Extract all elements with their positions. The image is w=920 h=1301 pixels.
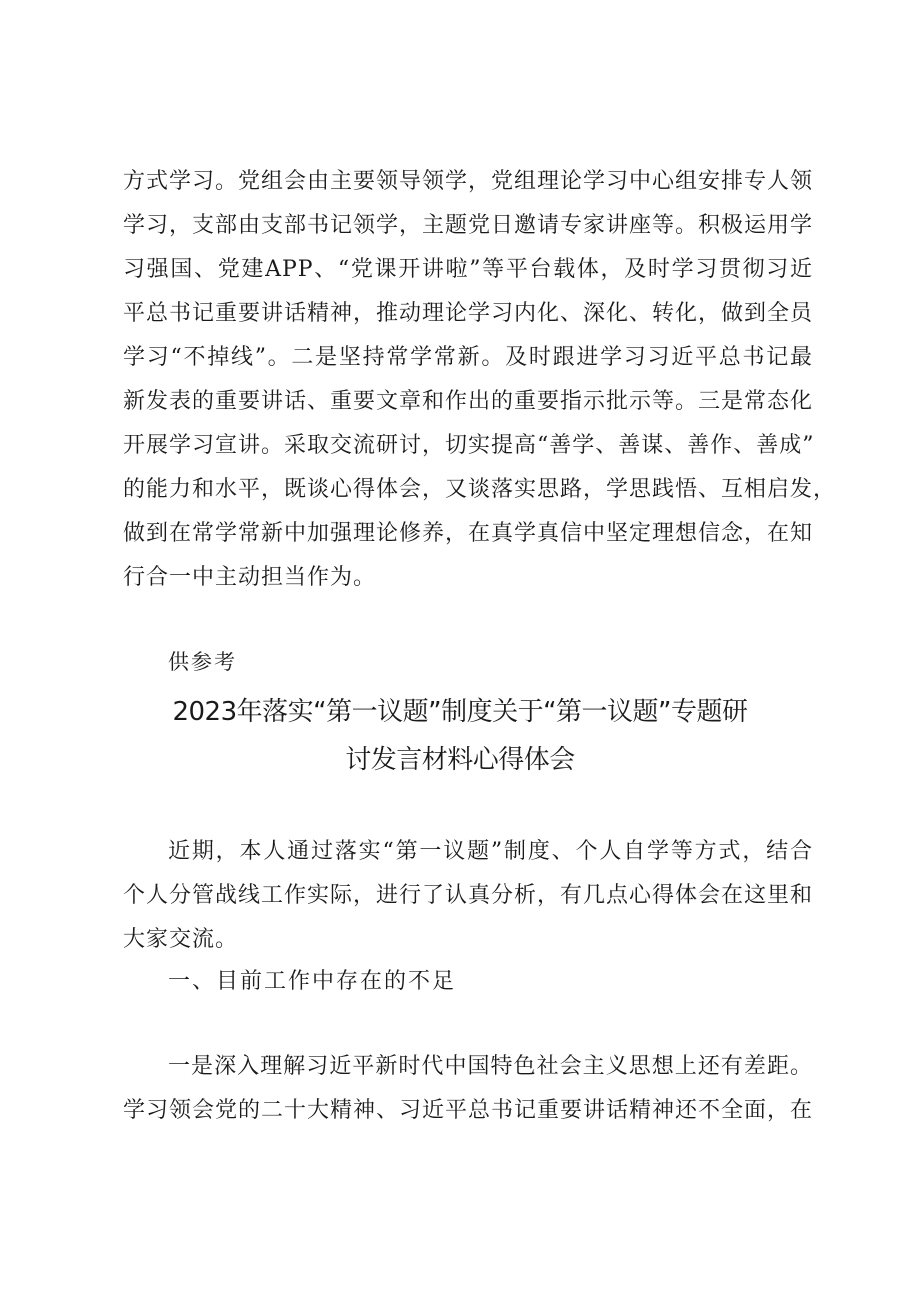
- paragraph-line: 行合一中主动担当作为。: [123, 565, 377, 590]
- paragraph-line: 的能力和水平，既谈心得体会，又谈落实思路，学思践悟、互相启发，: [123, 477, 837, 502]
- paragraph-line: 习强国、党建APP、“党课开讲啦”等平台载体，及时学习贯彻习近: [123, 257, 813, 282]
- paragraph-line: 做到在常学常新中加强理论修养，在真学真信中坚定理想信念，在知: [123, 521, 814, 546]
- paragraph-line: 近期，本人通过落实“第一议题”制度、个人自学等方式，结合: [168, 839, 813, 864]
- paragraph-line: 个人分管战线工作实际，进行了认真分析，有几点心得体会在这里和: [123, 883, 814, 908]
- paragraph-line: 开展学习宣讲。采取交流研讨，切实提高“善学、善谋、善作、善成”: [123, 433, 815, 458]
- paragraph-line: 平总书记重要讲话精神，推动理论学习内化、深化、转化，做到全员: [123, 301, 814, 326]
- paragraph-line: 一是深入理解习近平新时代中国特色社会主义思想上还有差距。: [168, 1054, 813, 1079]
- reference-note: 供参考: [168, 650, 237, 674]
- document-title: 2023年落实“第一议题”制度关于“第一议题”专题研: [172, 697, 748, 727]
- document-title-continued: 讨发言材料心得体会: [345, 745, 575, 775]
- section-heading: 一、目前工作中存在的不足: [168, 969, 457, 994]
- paragraph-line: 学习“不掉线”。二是坚持常学常新。及时跟进学习习近平总书记最: [123, 345, 813, 370]
- paragraph-line: 学习，支部由支部书记领学，主题党日邀请专家讲座等。积极运用学: [123, 213, 814, 238]
- paragraph-line: 方式学习。党组会由主要领导领学，党组理论学习中心组安排专人领: [123, 169, 814, 194]
- paragraph-line: 新发表的重要讲话、重要文章和作出的重要指示批示等。三是常态化: [123, 389, 814, 414]
- paragraph-line: 大家交流。: [123, 927, 239, 952]
- paragraph-line: 学习领会党的二十大精神、习近平总书记重要讲话精神还不全面，在: [123, 1098, 814, 1123]
